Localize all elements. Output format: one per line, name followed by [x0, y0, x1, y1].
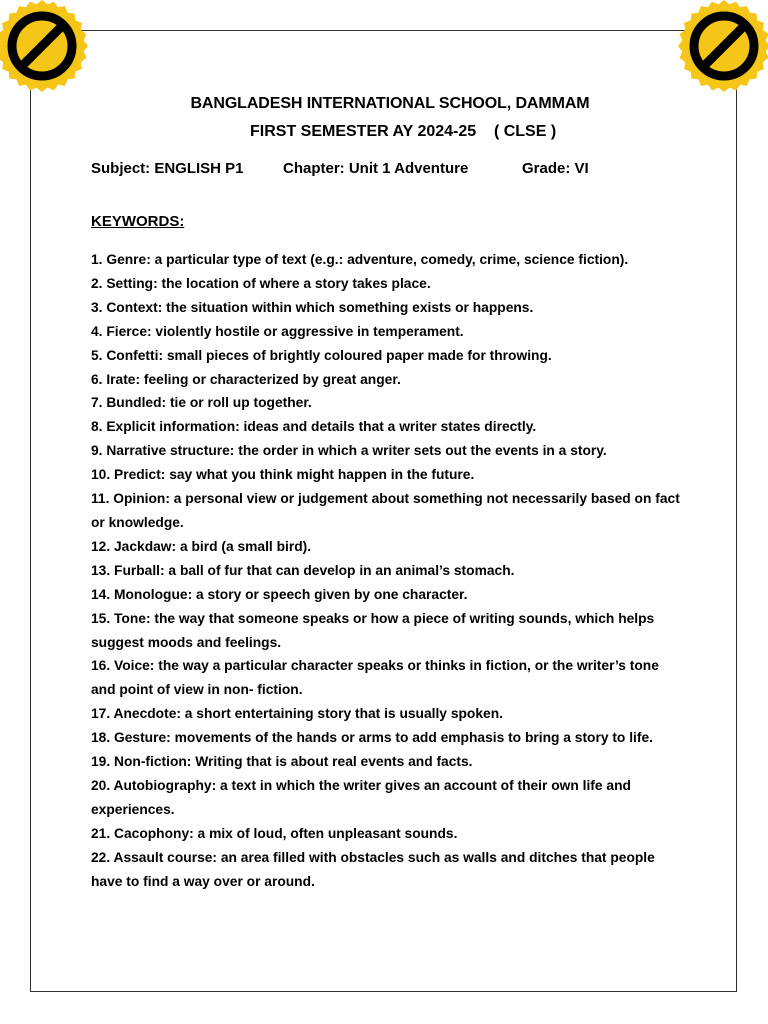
- list-item: 4. Fierce: violently hostile or aggressive in temperament.: [91, 323, 464, 339]
- subject-label: Subject: ENGLISH P1: [91, 160, 244, 177]
- list-item: 5. Confetti: small pieces of brightly coloured paper made for throwing.: [91, 347, 552, 363]
- prohibited-sign-icon: [0, 0, 90, 94]
- list-item: 3. Context: the situation within which something exists or happens.: [91, 299, 534, 315]
- list-item: 22. Assault course: an area filled with obstacles such as walls and ditches that people have to find a way over or around.: [91, 849, 655, 889]
- list-item: 17. Anecdote: a short entertaining story that is usually spoken.: [91, 706, 503, 722]
- list-item: 18. Gesture: movements of the hands or arms to add emphasis to bring a story to life.: [91, 730, 653, 746]
- list-item: 21. Cacophony: a mix of loud, often unpleasant sounds.: [91, 825, 458, 841]
- list-item: 16. Voice: the way a particular character speaks or thinks in fiction, or the writer’s tone and point of view in non- fiction.: [91, 658, 659, 698]
- list-item: 7. Bundled: tie or roll up together.: [91, 395, 312, 411]
- list-item: 12. Jackdaw: a bird (a small bird).: [91, 538, 312, 554]
- list-item: 9. Narrative structure: the order in which a writer sets out the events in a story.: [91, 443, 607, 459]
- list-item: 2. Setting: the location of where a story takes place.: [91, 275, 431, 291]
- list-item: 13. Furball: a ball of fur that can develop in an animal’s stomach.: [91, 562, 515, 578]
- list-item: 14. Monologue: a story or speech given by one character.: [91, 586, 468, 602]
- list-item: 10. Predict: say what you think might happen in the future.: [91, 467, 475, 483]
- grade-label: Grade: VI: [522, 160, 589, 177]
- semester-title: FIRST SEMESTER AY 2024-25 ( CLSE ): [250, 123, 557, 140]
- list-item: 8. Explicit information: ideas and details that a writer states directly.: [91, 419, 537, 435]
- prohibited-sign-icon: [676, 0, 768, 94]
- keywords-list: [91, 248, 683, 893]
- list-item: 20. Autobiography: a text in which the writer gives an account of their own life and experiences.: [91, 777, 631, 817]
- keywords-heading: KEYWORDS:: [91, 213, 185, 230]
- list-item: 1. Genre: a particular type of text (e.g.: adventure, comedy, crime, science fiction).: [91, 252, 629, 267]
- chapter-label: Chapter: Unit 1 Adventure: [283, 160, 469, 177]
- list-item: 6. Irate: feeling or characterized by great anger.: [91, 371, 401, 387]
- list-item: 19. Non-fiction: Writing that is about real events and facts.: [91, 754, 473, 770]
- list-item: 15. Tone: the way that someone speaks or how a piece of writing sounds, which helps suggest moods and feelings.: [91, 610, 655, 650]
- list-item: 11. Opinion: a personal view or judgement about something not necessarily based on fact or knowledge.: [91, 491, 680, 530]
- school-title: BANGLADESH INTERNATIONAL SCHOOL, DAMMAM: [190, 95, 590, 112]
